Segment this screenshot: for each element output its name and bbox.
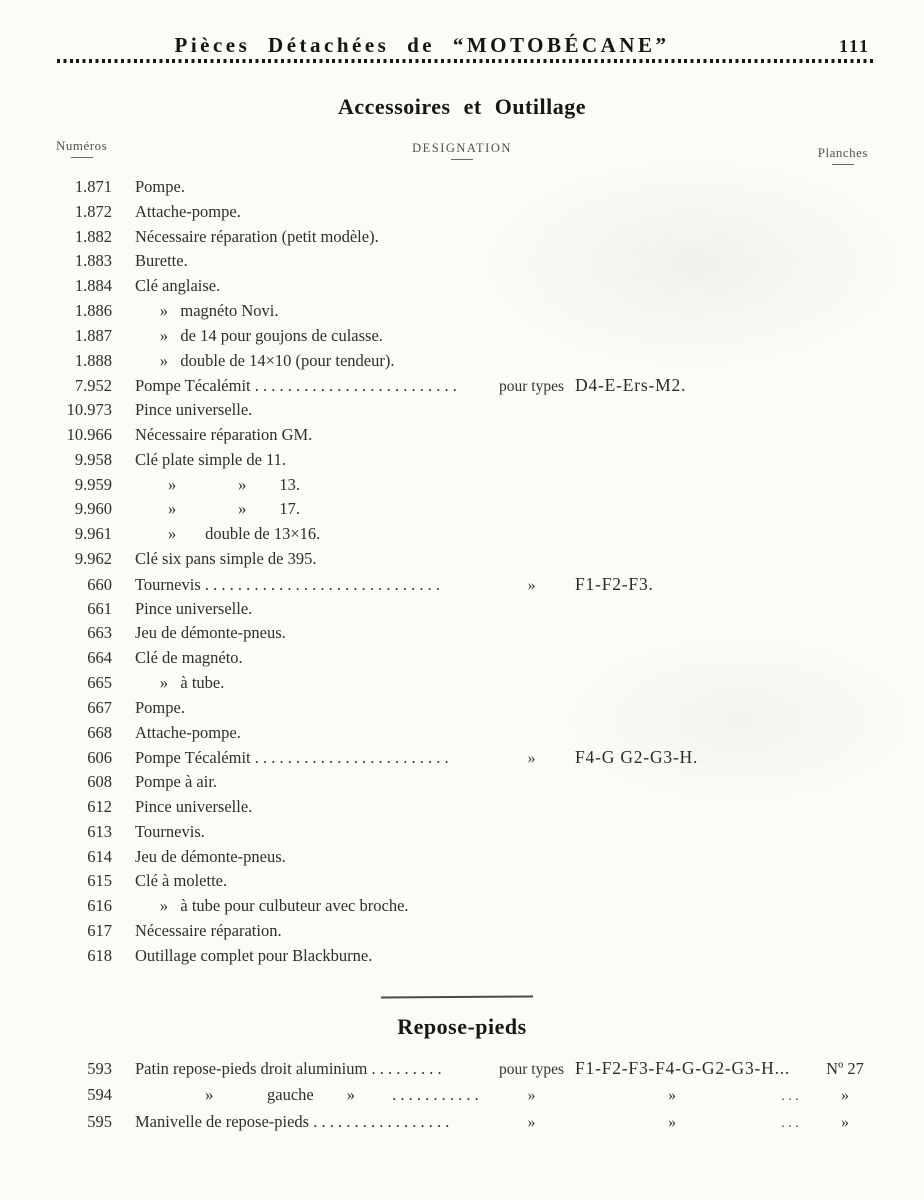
cell-num: 665 — [87, 672, 112, 692]
table-row — [0, 425, 924, 450]
cell-desc: » de 14 pour goujons de culasse. — [135, 325, 383, 345]
cell-num: 660 — [87, 574, 112, 594]
table-row — [0, 896, 924, 921]
cell-num: 1.887 — [74, 325, 112, 345]
cell-desc: Attache-pompe. — [135, 722, 241, 742]
cell-desc: Jeu de démonte-pneus. — [135, 623, 286, 643]
cell-link: » — [527, 1087, 536, 1104]
cell-num: 1.884 — [74, 276, 112, 296]
table-row — [0, 177, 924, 202]
cell-num: 593 — [87, 1059, 112, 1078]
table-row — [0, 202, 924, 227]
table-row — [0, 747, 924, 772]
table-row — [0, 946, 924, 971]
cell-link: » — [527, 576, 536, 594]
table-row — [0, 772, 924, 797]
table-row — [0, 326, 924, 351]
document-title: Pièces Détachées de “MOTOBÉCANE” — [174, 33, 670, 57]
cell-link: pour types — [498, 1061, 564, 1078]
cell-dots2: . . . — [781, 1089, 799, 1104]
cell-num: 663 — [87, 623, 112, 643]
table-row — [0, 1058, 924, 1085]
cell-num: 1.888 — [74, 350, 112, 370]
cell-desc: Clé six pans simple de 395. — [135, 548, 317, 568]
cell-types: » — [668, 1114, 677, 1131]
table-row — [0, 723, 924, 748]
table-row — [0, 698, 924, 723]
cell-desc: Attache-pompe. — [135, 201, 241, 221]
cell-desc: Outillage complet pour Blackburne. — [135, 945, 373, 965]
cell-desc: » » 13. — [135, 474, 300, 494]
cell-num: 10.973 — [66, 400, 112, 420]
cell-planche: Nº 27 — [826, 1059, 864, 1078]
cell-types: F1-F2-F3. — [575, 573, 654, 594]
cell-desc: Clé plate simple de 11. — [135, 449, 287, 469]
table-row — [0, 499, 924, 524]
cell-num: 661 — [87, 598, 112, 618]
cell-desc: Burette. — [135, 251, 188, 271]
repose-pieds-table — [0, 1058, 924, 1139]
cell-num: 668 — [87, 722, 112, 742]
table-row — [0, 301, 924, 326]
cell-num: 613 — [87, 821, 112, 841]
column-header-designation — [0, 141, 924, 160]
table-row — [0, 574, 924, 599]
accessories-table — [0, 177, 924, 971]
cell-num: 667 — [87, 697, 112, 717]
cell-desc: Pompe. — [135, 697, 185, 717]
page-number: 111 — [838, 36, 870, 56]
section-title-accessoires: Accessoires et Outillage — [338, 94, 586, 119]
cell-types: » — [668, 1087, 677, 1104]
cell-link: » — [527, 1114, 536, 1131]
cell-num: 608 — [87, 772, 112, 792]
table-row — [0, 375, 924, 400]
column-header-dash — [832, 164, 854, 165]
table-row — [0, 797, 924, 822]
cell-desc: Pompe à air. — [135, 772, 218, 792]
column-header-planches-label: Planches — [817, 145, 868, 160]
cell-dots2: . . . — [781, 1116, 799, 1131]
cell-desc: Pompe. — [135, 177, 185, 196]
cell-desc: » à tube. — [135, 672, 225, 692]
cell-num: 615 — [87, 871, 112, 891]
cell-num: 1.883 — [74, 251, 112, 271]
table-row — [0, 822, 924, 847]
cell-num: 1.871 — [74, 177, 112, 196]
table-row — [0, 524, 924, 549]
table-row — [0, 251, 924, 276]
column-header-designation-label: DESIGNATION — [412, 141, 512, 155]
cell-num: 10.966 — [66, 424, 112, 444]
cell-desc: » magnéto Novi. — [135, 300, 279, 320]
table-row — [0, 227, 924, 252]
cell-desc: » à tube pour culbuteur avec broche. — [135, 896, 409, 916]
table-row — [0, 1112, 924, 1139]
cell-desc: Clé à molette. — [135, 871, 228, 891]
cell-desc: Tournevis. — [135, 821, 205, 841]
cell-num: 606 — [87, 748, 112, 768]
cell-desc: Nécessaire réparation GM. — [135, 424, 313, 444]
column-header-numeros-label: Numéros — [56, 138, 108, 153]
cell-num: 612 — [87, 796, 112, 816]
cell-desc: Tournevis . . . . . . . . . . . . . . . . . . . . . . . . . . . . . — [135, 574, 441, 594]
cell-link: pour types — [498, 378, 564, 396]
column-header-planches — [818, 145, 868, 165]
cell-num: 9.960 — [74, 499, 112, 519]
cell-desc: Pince universelle. — [135, 796, 253, 816]
cell-planche: » — [841, 1114, 849, 1131]
table-row — [0, 599, 924, 624]
table-row — [0, 475, 924, 500]
cell-num: 664 — [87, 648, 112, 668]
cell-desc: Jeu de démonte-pneus. — [135, 846, 286, 866]
cell-num: 9.959 — [74, 474, 112, 494]
cell-desc: » » 17. — [135, 499, 300, 519]
cell-num: 1.886 — [74, 300, 112, 320]
cell-desc: Pince universelle. — [135, 400, 253, 420]
cell-num: 7.952 — [74, 376, 112, 396]
column-header-dash — [451, 159, 473, 160]
table-row — [0, 549, 924, 574]
cell-num: 616 — [87, 896, 112, 916]
cell-desc: Clé de magnéto. — [135, 648, 243, 668]
cell-num: 1.872 — [74, 201, 112, 221]
cell-num: 618 — [87, 945, 112, 965]
table-row — [0, 673, 924, 698]
cell-num: 594 — [87, 1085, 112, 1104]
cell-desc: Nécessaire réparation (petit modèle). — [135, 226, 379, 246]
cell-desc: Clé anglaise. — [135, 276, 221, 296]
table-row — [0, 871, 924, 896]
cell-desc: » double de 14×10 (pour tendeur). — [135, 350, 395, 370]
cell-types: F1-F2-F3-F4-G-G2-G3-H... — [575, 1058, 791, 1078]
table-row — [0, 921, 924, 946]
cell-num: 9.962 — [74, 548, 112, 568]
cell-num: 614 — [87, 846, 112, 866]
table-row — [0, 648, 924, 673]
cell-desc: » double de 13×16. — [135, 524, 321, 544]
cell-types: D4-E-Ers-M2. — [575, 375, 687, 396]
cell-desc: Manivelle de repose-pieds . . . . . . . . . . . . . . . . . — [135, 1112, 450, 1131]
cell-types: F4-G G2-G3-H. — [575, 747, 699, 768]
cell-link: » — [527, 750, 536, 768]
cell-num: 617 — [87, 920, 112, 940]
table-row — [0, 847, 924, 872]
cell-desc: Patin repose-pieds droit aluminium . . . . . . . . . — [135, 1059, 442, 1078]
cell-desc: » gauche » . . . . . . . . . . . — [135, 1085, 479, 1104]
cell-num: 1.882 — [74, 226, 112, 246]
cell-num: 9.958 — [74, 449, 112, 469]
cell-desc: Nécessaire réparation. — [135, 920, 282, 940]
cell-planche: » — [841, 1087, 849, 1104]
cell-num: 595 — [87, 1112, 112, 1131]
dotted-rule — [57, 59, 874, 63]
cell-num: 9.961 — [74, 524, 112, 544]
table-row — [0, 400, 924, 425]
table-row — [0, 351, 924, 376]
table-row — [0, 623, 924, 648]
cell-desc: Pompe Técalémit . . . . . . . . . . . . . . . . . . . . . . . . — [135, 748, 449, 768]
section-title-repose-pieds: Repose-pieds — [397, 1014, 527, 1039]
section-divider — [381, 995, 533, 998]
cell-desc: Pince universelle. — [135, 598, 253, 618]
table-row — [0, 450, 924, 475]
cell-desc: Pompe Técalémit . . . . . . . . . . . . . . . . . . . . . . . . . — [135, 376, 457, 396]
table-row — [0, 1085, 924, 1112]
table-row — [0, 276, 924, 301]
